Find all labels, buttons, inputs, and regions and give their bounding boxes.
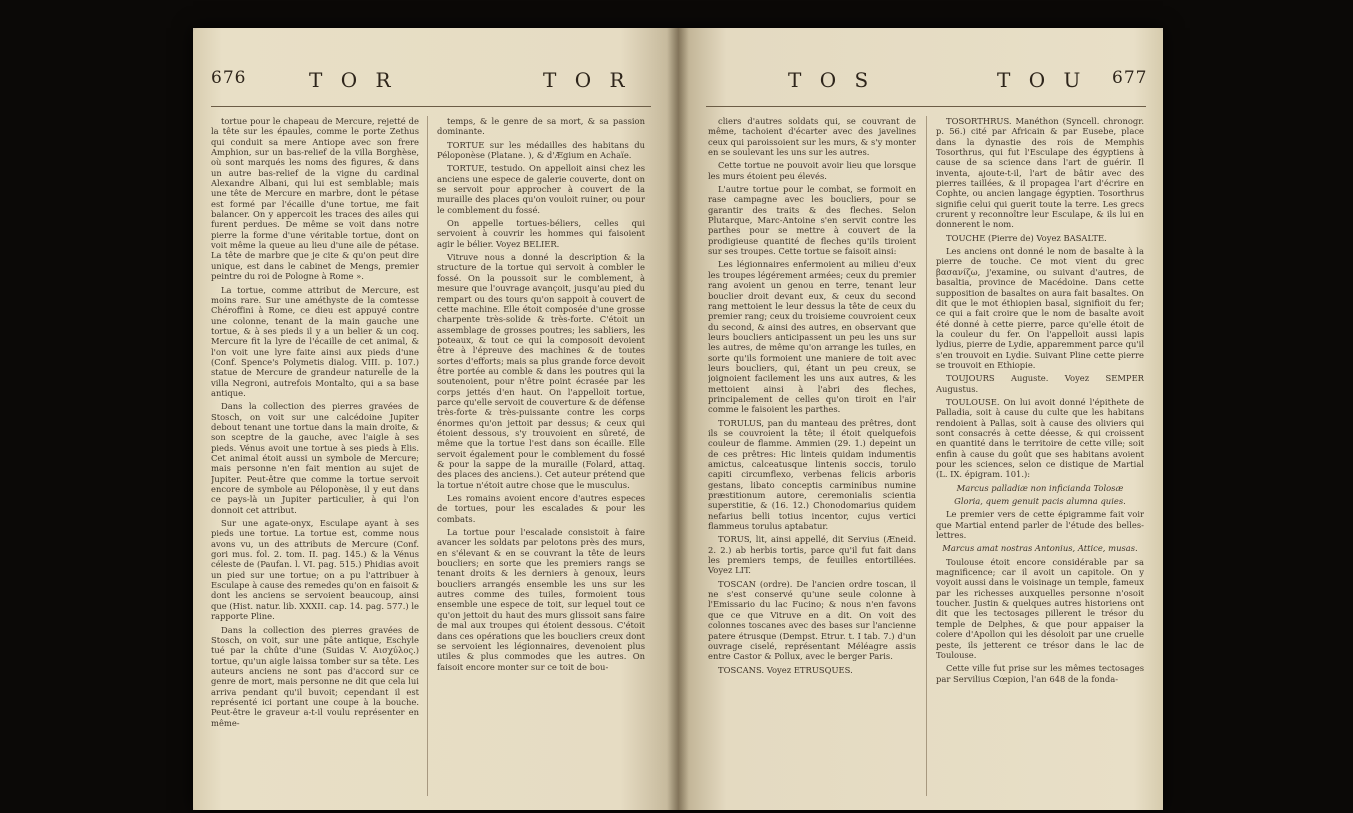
left-head-word-1: T O R xyxy=(309,68,397,92)
paragraph: Cette ville fut prise sur les mêmes tectosages par Servilius Cœpion, l'an 648 de la fonda- xyxy=(936,663,1144,684)
paragraph: TORTUE sur les médailles des habitans du Péloponèse (Platane. ), & d'Ægium en Achaïe. xyxy=(437,139,645,161)
right-running-head xyxy=(692,68,1152,100)
paragraph: Sur une agate-onyx, Esculape ayant à ses pieds une tortue. La tortue est, comme nous avons vu, un des attributs de Mercure (Conf. gori mus. fol. 2. tom. II. pag. 145.) & la Vénus céleste de (Paufan. l. VI. pag. 515.) Phidias avoit un pied sur une tortue; on a pu l'attribuer à Esculape à cause des remedes qu'on en faisoit & dont les anciens se servoient beaucoup, ainsi que (Hist. natur. lib. XXXII. cap. 14. pag. 577.) le rapporte Pline. xyxy=(211,518,419,622)
paragraph: L'autre tortue pour le combat, se formoit en rase campagne avec les boucliers, pour se garantir des traits & des fleches. Selon Plutarque, Marc-Antoine s'en servit contre les parthes pour se mettre à couvert de la prodigieuse quantité de fleches qu'ils tiroient sur ses troupes. Cette tortue se faisoit ainsi: xyxy=(708,184,916,257)
left-column-1 xyxy=(211,116,419,806)
open-book xyxy=(193,28,1163,810)
paragraph: TORULUS, pan du manteau des prêtres, dont ils se couvroient la tête; il étoit quelquefois couleur de flamme. Ammien (29. 1.) depeint un de ces prêtres: Hic linteis quidam indumentis amictus, calceatusque lintenis soccis, torulo capiti circumflexo, verbenas felicis arboris gestans, libato conceptis carminibus numine præstitionum autore, ceremonialis scientia superstitie, & (16. 12.) Chonodomarius quidem nefarius belli totius incentor, cujus vertici flammeus torulus aptabatur. xyxy=(708,417,916,532)
left-running-head xyxy=(211,68,671,100)
paragraph: Le premier vers de cette épigramme fait voir que Martial entend parler de l'étude des belles-lettres. xyxy=(936,509,1144,541)
paragraph: TORTUE, testudo. On appelloit ainsi chez les anciens une espece de galerie couverte, dont on se servoit pour approcher à couvert de la muraille des places qu'on vouloit ruiner, ou pour le comblement du fossé. xyxy=(437,163,645,215)
right-head-word-2: T O U xyxy=(997,68,1087,92)
verse-line: Marcus palladiæ non inficianda Tolosæ xyxy=(956,482,1124,493)
paragraph: La tortue, comme attribut de Mercure, est moins rare. Sur une améthyste de la comtesse Chéroffini à Rome, ce dieu est appuyé contre une colonne, tenant de la main gauche une tortue, & à ses pieds il y a un belier & un coq. Mercure fit la lyre de l'écaille de cet animal, & l'on voit une lyre faite ainsi aux pieds d'une (Conf. Spence's Polymetis dialog. VIII. p. 107.) statue de Mercure de grandeur naturelle de la villa Negroni, autrefois Montalto, qui a sa base antique. xyxy=(211,284,419,398)
paragraph: Les légionnaires enfermoient au milieu d'eux les troupes légérement armées; ceux du premier rang avoient un genou en terre, tenant leur bouclier droit devant eux, & ceux du second rang mettoient le leur dessus la tête de ceux du premier rang; ceux du troisieme couvroient ceux du second, & ainsi des autres, en observant que leurs boucliers anticipassent un peu les uns sur les autres, de même qu'on arrange les tuiles, en sorte qu'ils formoient une maniere de toit avec leurs boucliers, qui, étant un peu creux, se joignoient facilement les uns aux autres, & les mettoient ainsi à l'abri des fleches, principalement de celles qu'on tiroit en l'air comme le faisoient les parthes. xyxy=(708,259,916,415)
paragraph: Dans la collection des pierres gravées de Stosch, on voit sur une calcédoine Jupiter debout tenant une tortue dans la main droite, & son sceptre de la gauche, avec l'aigle à ses pieds. Vénus avoit une tortue à ses pieds à Elis. Cet animal étoit aussi un symbole de Mercure; mais personne n'en fait mention au sujet de Jupiter. Peut-être que comme la tortue servoit encore de symbole au Péloponèse, il y eut dans ce pays-là un Jupiter particulier, à qui l'on donnoit cet attribut. xyxy=(211,401,419,515)
paragraph: Cette tortue ne pouvoit avoir lieu que lorsque les murs étoient peu élevés. xyxy=(708,160,916,181)
paragraph: TOUJOURS Auguste. Voyez SEMPER Augustus. xyxy=(936,373,1144,394)
book-gutter xyxy=(667,28,689,810)
paragraph: TOSORTHRUS. Manéthon (Syncell. chronogr. p. 56.) cité par Africain & par Eusebe, place dans la dynastie des rois de Memphis Tosorthrus, qui fut l'Esculape des égyptiens à cause de sa science dans l'art de guérir. Il inventa, ajoute-t-il, l'art de bâtir avec des pierres taillées, & il propagea l'art d'écrire en Cophte, ou ancien langage égyptien. Tosorthrus signifie celui qui guerit toute la terre. Les grecs crurent y reconnoître leur Esculape, & ils lui en donnerent le nom. xyxy=(936,116,1144,230)
paragraph: Vitruve nous a donné la description & la structure de la tortue qui servoit à combler le fossé. On la poussoit sur le comblement, à mesure que l'ouvrage avançoit, jusqu'au pied du rempart ou des tours qu'on sappoit à couvert de cette machine. Elle étoit composée d'une grosse charpente très-solide & très-forte. C'étoit un assemblage de grosses poutres; les sabliers, les poteaux, & tout ce qui la composoit devoient être à l'épreuve des machines & de toutes sortes d'efforts; mais sa plus grande force devoit être portée au comble & dans les poutres qui la soutenoient, pour n'être point écrasée par les corps jettés d'en haut. On l'appelloit tortue, parce qu'elle servoit de couverture & de défense très-forte & très-puissante contre les corps énormes qu'on jettoit par dessus; & ceux qui étoient dessous, s'y trouvoient en sûreté, de même que la tortue l'est dans son écaille. Elle servoit également pour le comblement du fossé & pour la sappe de la muraille (Folard, attaq. des places des anciens.). Cet auteur prétend que la tortue n'étoit autre chose que le musculus. xyxy=(437,252,645,490)
right-column-1 xyxy=(708,116,916,806)
right-page-number: 677 xyxy=(1112,68,1148,88)
paragraph: On appelle tortues-béliers, celles qui servoient à couvrir les hommes qui faisoient agir le bélier. Voyez BELIER. xyxy=(437,218,645,249)
right-page xyxy=(678,28,1163,810)
paragraph: TOSCANS. Voyez ETRUSQUES. xyxy=(718,664,853,675)
paragraph: cliers d'autres soldats qui, se couvrant de même, tachoient d'écarter avec des javelines ceux qui paroissoient sur les murs, & s'y monter en se soulevant les uns sur les autres. xyxy=(708,116,916,158)
verse-line: Marcus amat nostras Antonius, Attice, musas. xyxy=(942,543,1138,554)
paragraph: TOSCAN (ordre). De l'ancien ordre toscan, il ne s'est conservé qu'une seule colonne à l'Emissario du lac Fucino; & nous n'en favons que ce que Vitruve en a dit. On voit des colonnes toscanes avec des bases sur l'ancienne patere étrusque (Dempst. Etrur. t. I tab. 7.) d'un ouvrage ciselé, représentant Méléagre assis entre Castor & Pollux, avec le berger Paris. xyxy=(708,578,916,662)
left-page xyxy=(193,28,678,810)
paragraph: Les romains avoient encore d'autres especes de tortues, pour les escalades & pour les combats. xyxy=(437,493,645,524)
paragraph: TOUCHE (Pierre de) Voyez BASALTE. xyxy=(946,232,1107,243)
paragraph: tortue pour le chapeau de Mercure, rejetté de la tête sur les épaules, comme le porte Zethus qui conduit sa mere Antiope avec son frere Amphion, sur un bas-relief de la villa Borghèse, où sont marqués les noms des figures, & dans un autre bas-relief de la vigne du cardinal Alexandre Albani, qui lui est semblable; mais une tête de Mercure en marbre, dont le pétase est formé par l'écaille d'une tortue, me fait balancer. On y appercoit les traces des ailes qui furent perdues. De même se voit dans notre pierre la forme d'une véritable tortue, dont on voit même la queue au lieu d'une aile de pétase. La tête de marbre que je cite & qu'on peut dire unique, est dans le cabinet de Mengs, premier peintre du roi de Pologne à Rome ». xyxy=(211,116,419,282)
paragraph: Toulouse étoit encore considérable par sa magnificence; car il avoit un capitole. On y voyoit aussi dans le voisinage un temple, fameux par les richesses auxquelles personne n'osoit toucher. Justin & quelques autres historiens ont dit que les tectosages pillerent le trésor du temple de Delphes, & que pour appaiser la colere d'Apollon qui les désoloit par une cruelle peste, ils jetterent ce trésor dans le lac de Toulouse. xyxy=(936,556,1144,660)
left-page-number: 676 xyxy=(211,68,247,88)
right-column-2 xyxy=(936,116,1144,806)
verse-line: Gloria, quem genuit pacis alumna quies. xyxy=(954,496,1126,507)
paragraph: TOULOUSE. On lui avoit donné l'épithete de Palladia, soit à cause du culte que les habitans rendoient à Pallas, soit à cause des oliviers qui sont consacrés à cette déesse, & qui croissent en quantité dans le territoire de cette ville; soit enfin à cause du goût que ses habitans avoient pour les sciences, selon ce distique de Martial (L. IX. épigram. 101.): xyxy=(936,396,1144,480)
paragraph: TORUS, lit, ainsi appellé, dit Servius (Æneid. 2. 2.) ab herbis tortis, parce qu'il fut fait dans les premiers temps, de feuilles entortillées. Voyez LIT. xyxy=(708,534,916,576)
paragraph: La tortue pour l'escalade consistoit à faire avancer les soldats par pelotons près des murs, en s'élevant & en se couvrant la tête de leurs boucliers; en sorte que les premiers rangs se tenant droits & les derniers à genoux, leurs boucliers arrangés ensemble les uns sur les autres comme des tuiles, formoient tous ensemble une espece de toit, sur lequel tout ce qu'on jettoit du haut des murs glissoit sans faire de mal aux troupes qui étoient dessous. C'étoit dans ces opérations que les boucliers creux dont se servoient les légionnaires, devenoient plus utiles & plus commodes que les autres. On faisoit encore monter sur ce toit de bou- xyxy=(437,527,645,672)
paragraph: Les anciens ont donné le nom de basalte à la pierre de touche. Ce mot vient du grec βασανίζω, j'examine, ou suivant d'autres, de basaltia, province de Macédoine. Dans cette supposition de basaltes on aura fait basaltes. On dit que le mot éthiopien basal, signifioit du fer; ce qui a fait croire que le nom de basalte avoit été donné à cette pierre, parce qu'elle étoit de la couleur du fer. On l'appelloit aussi lapis lydius, pierre de Lydie, apparemment parce qu'il s'en trouvoit en Lydie. Suivant Pline cette pierre se trouvoit en Ethiopie. xyxy=(936,246,1144,370)
left-head-rule xyxy=(211,106,651,107)
paragraph: temps, & le genre de sa mort, & sa passion dominante. xyxy=(437,116,645,137)
left-head-word-2: T O R xyxy=(543,68,631,92)
right-column-divider xyxy=(926,116,927,796)
paragraph: Dans la collection des pierres gravées de Stosch, on voit, sur une pâte antique, Eschyle tué par la chûte d'une (Suidas V. Αισχύλος.) tortue, qu'un aigle laissa tomber sur sa tête. Les auteurs anciens ne sont pas d'accord sur ce genre de mort, mais personne ne dit que cela lui arriva pendant qu'il buvoit; cependant il est représenté ici portant une coupe à la bouche. Peut-être le graveur a-t-il voulu représenter en même- xyxy=(211,624,419,728)
right-head-word-1: T O S xyxy=(788,68,875,92)
left-column-2 xyxy=(437,116,645,806)
left-column-divider xyxy=(427,116,428,796)
right-head-rule xyxy=(706,106,1146,107)
